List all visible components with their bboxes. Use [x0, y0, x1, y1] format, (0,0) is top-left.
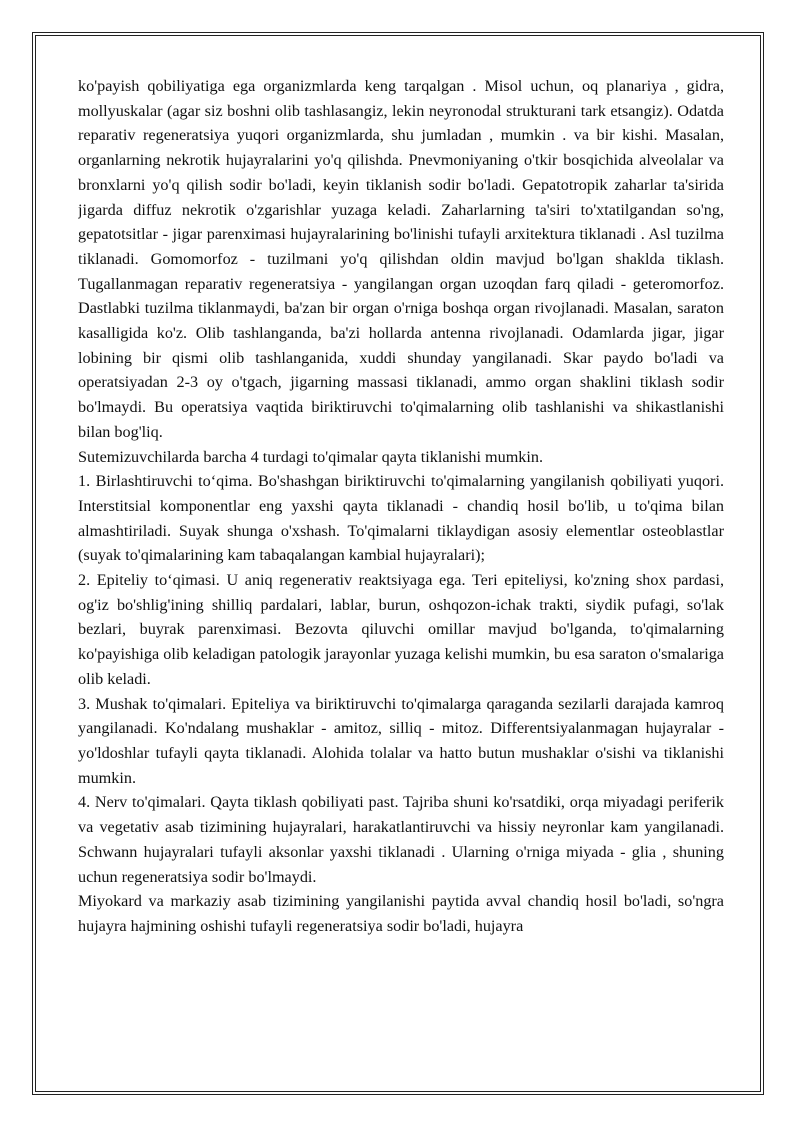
paragraph-myocardium: Miyokard va markaziy asab tizimining yangilanishi paytida avval chandiq hosil bo'ladi, so'ngra hujayra hajmining oshishi tufayli regeneratsiya sodir bo'ladi, hujayra — [78, 892, 724, 935]
paragraph-regeneration-intro: ko'payish qobiliyatiga ega organizmlarda keng tarqalgan . Misol uchun, oq planariya , gidra, mollyuskalar (agar siz boshni olib tashlasangiz, lekin neyronodal strukturani tark etsangiz). Odatda reparativ regeneratsiya yuqori organizmlarda, shu jumladan , mumkin . va bir kishi. Masalan, organlarning nekrotik hujayralarini yo'q qilishda. Pnevmoniyaning o'tkir bosqichida alveolalar va bronxlarni yo'q qilish sodir bo'ladi, keyin tiklanish sodir bo'ladi. Gepatotropik zaharlar ta'sirida jigarda diffuz nekrotik o'zgarishlar yuzaga keladi. Zaharlarning ta'siri to'xtatilgandan so'ng, gepatotsitlar - jigar parenximasi hujayralarining bo'linishi tufayli arxitektura tiklanadi . Asl tuzilma tiklanadi. Gomomorfoz - tuzilmani yo'q qilishdan oldin mavjud bo'lgan shaklda tiklash. Tugallanmagan reparativ regeneratsiya - yangilangan organ uzoqdan farq qiladi - geteromorfoz. Dastlabki tuzilma tiklanmaydi, ba'zan bir organ o'rniga boshqa organ rivojlanadi. Masalan, saraton kasalligida ko'z. Olib tashlanganda, ba'zi hollarda antenna rivojlanadi. Odamlarda jigar, jigar lobining bir qismi olib tashlanganida, xuddi shunday yangilanadi. Skar paydo bo'ladi va operatsiyadan 2-3 oy o'tgach, jigarning massasi tiklanadi, ammo organ shaklini tiklash sodir bo'lmaydi. Bu operatsiya vaqtida biriktiruvchi to'qimalarning olib tashlanishi va shikastlanishi bilan bog'liq. — [78, 77, 724, 441]
paragraph-epithelial-tissue: 2. Epiteliy to‘qimasi. U aniq regenerativ reaktsiyaga ega. Teri epiteliysi, ko'zning shox pardasi, og'iz bo'shlig'ining shilliq pardalari, lablar, burun, oshqozon-ichak trakti, siydik pufagi, so'lak bezlari, buyrak parenximasi. Bezovta qiluvchi omillar mavjud bo'lganda, to'qimalarning ko'payishiga olib keladigan patologik jarayonlar yuzaga kelishi mumkin, bu esa saraton o'smalariga olib keladi. — [78, 571, 724, 688]
paragraph-connective-tissue: 1. Birlashtiruvchi to‘qima. Bo'shashgan biriktiruvchi to'qimalarning yangilanish qobiliyati yuqori. Interstitsial komponentlar eng yaxshi qayta tiklanadi - chandiq hosil bo'lib, u to'qima bilan almashtiriladi. Suyak shunga o'xshash. To'qimalarni tiklaydigan asosiy elementlar osteoblastlar (suyak to'qimalarining kam tabaqalangan kambial hujayralari); — [78, 472, 724, 565]
paragraph-muscle-tissue: 3. Mushak to'qimalari. Epiteliya va biriktiruvchi to'qimalarga qaraganda sezilarli darajada kamroq yangilanadi. Ko'ndalang mushaklar - amitoz, silliq - mitoz. Differentsiyalanmagan hujayralar - yo'ldoshlar tufayli qayta tiklanadi. Alohida tolalar va hatto butun mushaklar o'sishi va tiklanishi mumkin. — [78, 694, 724, 787]
paragraph-mammals-tissues: Sutemizuvchilarda barcha 4 turdagi to'qimalar qayta tiklanishi mumkin. — [78, 447, 544, 466]
paragraph-nerve-tissue: 4. Nerv to'qimalari. Qayta tiklash qobiliyati past. Tajriba shuni ko'rsatdiki, orqa miyadagi periferik va vegetativ asab tizimining hujayralari, harakatlantiruvchi va hissiy neyronlar kam yangilanadi. Schwann hujayralari tufayli aksonlar yaxshi tiklanadi . Ularning o'rniga miyada - glia , shuning uchun regeneratsiya sodir bo'lmaydi. — [78, 793, 724, 886]
document-body — [78, 74, 724, 1074]
